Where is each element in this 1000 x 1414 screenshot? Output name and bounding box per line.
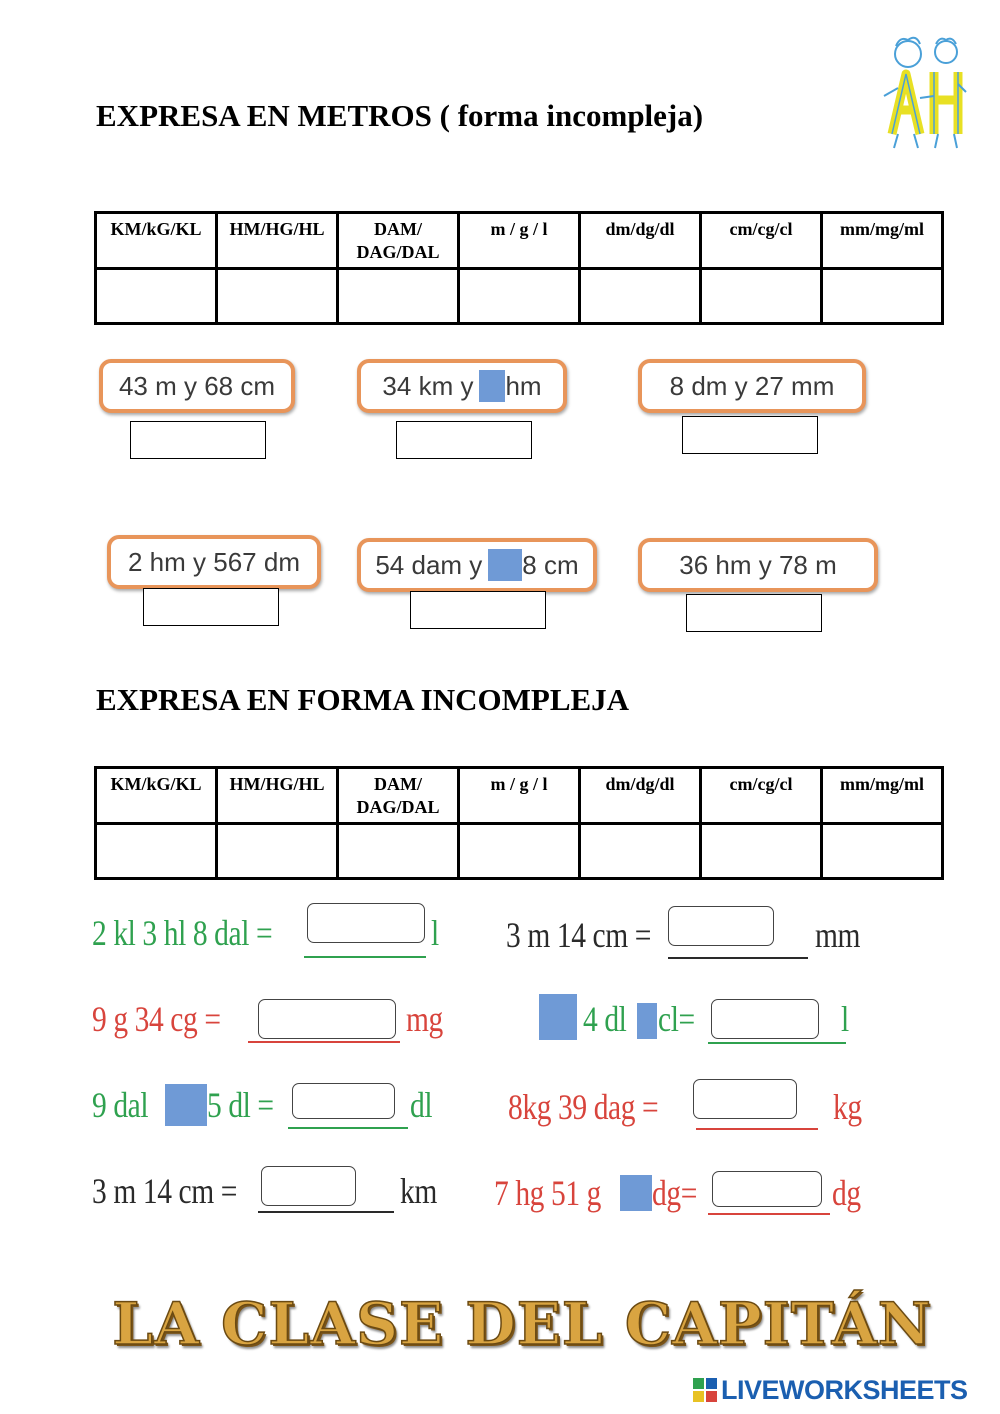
equation-6-left: 8kg 39 dag = [508, 1087, 659, 1127]
equation-1-left: 2 kl 3 hl 8 dal = [92, 913, 273, 953]
card-text: 43 m y 68 cm [118, 370, 276, 401]
answer-box-2[interactable] [396, 421, 532, 459]
equation-5-left-a: 9 dal [92, 1085, 149, 1125]
liveworksheets-text: LIVEWORKSHEETS [721, 1374, 968, 1405]
equation-6-answer-box[interactable] [693, 1079, 797, 1119]
table2-header-cm: cm/cg/cl [701, 768, 822, 824]
table2-header-mm: mm/mg/ml [822, 768, 943, 824]
equation-4-underline [708, 1042, 846, 1044]
card-text: 8 dm y 27 mm [669, 370, 835, 401]
card-2hm-567dm [107, 535, 321, 589]
table2-input-m[interactable] [459, 824, 580, 879]
answer-box-6[interactable] [686, 594, 822, 632]
equation-7-answer-box[interactable] [261, 1166, 356, 1206]
card-text-after: 8 cm [522, 549, 579, 580]
answer-box-3[interactable] [682, 416, 818, 454]
table1-header-cm: cm/cg/cl [701, 213, 822, 269]
equation-4-unit: l [841, 999, 849, 1039]
table2-header-km: KM/kG/KL [96, 768, 217, 824]
answer-box-1[interactable] [130, 421, 266, 459]
table2-input-dm[interactable] [580, 824, 701, 879]
equation-7-unit: km [400, 1171, 437, 1211]
table1-input-cm[interactable] [701, 269, 822, 324]
card-43m-68cm [99, 359, 295, 413]
card-8dm-27mm [638, 359, 866, 413]
table1-input-dam[interactable] [338, 269, 459, 324]
equation-8-left-a: 7 hg 51 g [494, 1173, 602, 1213]
equation-7-left: 3 m 14 cm = [92, 1171, 237, 1211]
table1-input-dm[interactable] [580, 269, 701, 324]
table2-input-dam[interactable] [338, 824, 459, 879]
equation-4-left-a: 4 dl [583, 999, 627, 1039]
hidden-digit-square [539, 994, 577, 1040]
table2-header-m: m / g / l [459, 768, 580, 824]
equation-7-underline [258, 1211, 394, 1213]
equation-2-unit: mm [815, 915, 861, 955]
units-table-1 [94, 211, 944, 325]
equation-2-left: 3 m 14 cm = [506, 915, 651, 955]
card-34km-hm [357, 359, 567, 413]
equation-6-underline [696, 1128, 818, 1130]
hidden-digit-square [488, 549, 522, 581]
table1-header-km: KM/kG/KL [96, 213, 217, 269]
table1-input-mm[interactable] [822, 269, 943, 324]
table2-input-hm[interactable] [217, 824, 338, 879]
liveworksheets-icon [692, 1377, 718, 1403]
equation-3-underline [248, 1041, 400, 1043]
card-54dam-8cm [357, 538, 597, 592]
equation-1-underline [304, 956, 426, 958]
kids-logo-icon [878, 34, 972, 152]
table2-input-cm[interactable] [701, 824, 822, 879]
equation-1-unit: l [431, 913, 439, 953]
table2-header-hm: HM/HG/HL [217, 768, 338, 824]
equation-8-left-b: dg= [652, 1173, 697, 1213]
equation-3-unit: mg [406, 999, 443, 1039]
equation-8-unit: dg [832, 1173, 861, 1213]
equation-4-answer-box[interactable] [711, 999, 819, 1039]
answer-box-5[interactable] [410, 591, 546, 629]
equation-5-left-b: 5 dl = [207, 1085, 274, 1125]
equation-8-answer-box[interactable] [712, 1171, 822, 1207]
table1-header-hm: HM/HG/HL [217, 213, 338, 269]
equation-6-unit: kg [833, 1087, 862, 1127]
card-36hm-78m [638, 538, 878, 592]
table1-input-hm[interactable] [217, 269, 338, 324]
section2-title: EXPRESA EN FORMA INCOMPLEJA [96, 682, 630, 717]
card-text-after: hm [505, 370, 542, 401]
table1-input-km[interactable] [96, 269, 217, 324]
card-text: 36 hm y 78 m [679, 549, 837, 580]
equation-8-underline [708, 1213, 830, 1215]
clase-capitan-logo: LA CLASE DEL CAPITÁN [112, 1290, 932, 1358]
equation-3-answer-box[interactable] [258, 999, 396, 1039]
equation-3-left: 9 g 34 cg = [92, 999, 221, 1039]
table2-input-km[interactable] [96, 824, 217, 879]
equation-2-underline [668, 957, 808, 959]
equation-1-answer-box[interactable] [307, 903, 425, 943]
card-text: 2 hm y 567 dm [128, 546, 300, 577]
table2-input-mm[interactable] [822, 824, 943, 879]
equation-5-underline [288, 1127, 408, 1129]
equation-2-answer-box[interactable] [668, 906, 774, 946]
hidden-digit-square [479, 370, 505, 402]
table2-header-dam: DAM/ DAG/DAL [338, 768, 459, 824]
answer-box-4[interactable] [143, 588, 279, 626]
liveworksheets-brand [692, 1374, 992, 1406]
table1-header-dm: dm/dg/dl [580, 213, 701, 269]
table1-header-mm: mm/mg/ml [822, 213, 943, 269]
hidden-digit-square [165, 1084, 207, 1126]
hidden-digit-square [620, 1175, 652, 1211]
equation-5-unit: dl [410, 1085, 433, 1125]
equation-5-answer-box[interactable] [292, 1083, 395, 1119]
table2-header-dm: dm/dg/dl [580, 768, 701, 824]
section1-title: EXPRESA EN METROS ( forma incompleja) [96, 98, 704, 133]
equation-4-left-b: cl= [658, 999, 695, 1039]
units-table-2 [94, 766, 944, 880]
table1-header-m: m / g / l [459, 213, 580, 269]
hidden-digit-square [637, 1003, 657, 1039]
table1-header-dam: DAM/ DAG/DAL [338, 213, 459, 269]
card-text: 34 km y [382, 370, 474, 401]
table1-input-m[interactable] [459, 269, 580, 324]
card-text: 54 dam y [375, 549, 483, 580]
